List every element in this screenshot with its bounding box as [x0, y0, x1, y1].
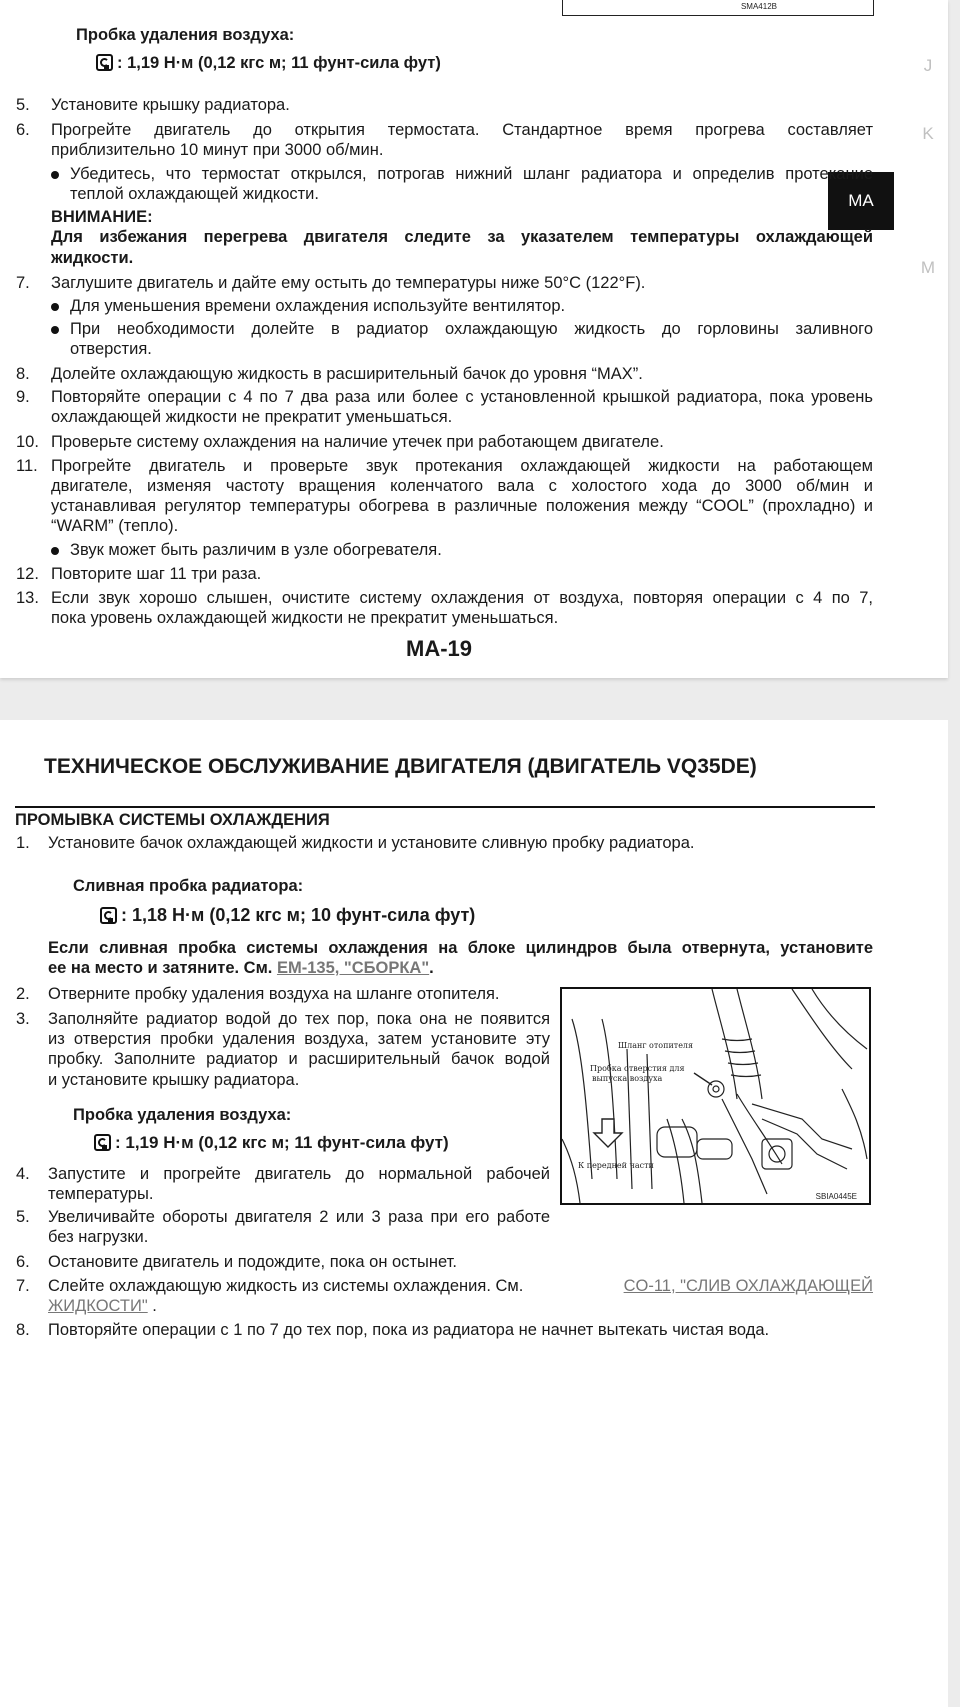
step-text: Заглушите двигатель и дайте ему остыть до температуры ниже 50°C (122°F).: [51, 274, 646, 292]
figure-code: SMA412B: [740, 2, 777, 11]
bullet-text: Для уменьшения времени охлаждения используйте вентилятор.: [70, 297, 566, 315]
note-text-start: ее на место и затяните. См.: [48, 959, 273, 977]
step-text: Установите крышку радиатора.: [51, 96, 290, 114]
step-number: 8.: [16, 1321, 30, 1339]
note-text: Если сливная пробка системы охлаждения на блоке цилиндров была отвернута, установите: [48, 939, 873, 957]
step-number: 6.: [16, 121, 30, 139]
heater-hose-figure: [560, 987, 871, 1205]
bullet-text: Убедитесь, что термостат открылся, потрогав нижний шланг радиатора и определив протекание: [70, 165, 873, 183]
step-text: пробку. Заполните радиатор и расширительный бачок водой: [48, 1050, 550, 1068]
bullet-icon: [51, 171, 59, 179]
step-number: 11.: [16, 457, 38, 475]
step-text: устанавливая регулятор температуры обогрева в различные положения между “COOL” (прохладно) и: [51, 497, 873, 515]
engine-illustration: [562, 989, 869, 1203]
step-text-end: .: [152, 1297, 157, 1315]
bullet-text: Звук может быть различим в узле обогревателя.: [70, 541, 442, 559]
step-text: Установите бачок охлаждающей жидкости и установите сливную пробку радиатора.: [48, 834, 695, 852]
step-text: из отверстия пробки удаления воздуха, затем установите эту: [48, 1030, 550, 1048]
step-text-start: Слейте охлаждающую жидкость из системы охлаждения. См.: [48, 1277, 524, 1295]
step-number: 6.: [16, 1253, 30, 1271]
step-text: Повторяйте операции с 4 по 7 два раза или более с установленной крышкой радиатора, пока уровень: [51, 388, 873, 406]
step-text: [48, 1296, 157, 1316]
plug-torque: [96, 53, 441, 73]
step-number: 3.: [16, 1010, 30, 1028]
step-number: 1.: [16, 834, 30, 852]
torque-wrench-icon: [96, 54, 113, 71]
step-text: “WARM” (тепло).: [51, 517, 179, 535]
step-text: Запустите и прогрейте двигатель до нормальной рабочей: [48, 1165, 550, 1183]
step-number: 2.: [16, 985, 30, 1003]
plug-torque-value: : 1,19 Н·м (0,12 кгс м; 11 фунт-сила фут): [115, 1133, 449, 1152]
step-number: 9.: [16, 388, 30, 406]
plug-label: Пробка удаления воздуха:: [76, 26, 295, 44]
plug-torque: [94, 1133, 449, 1153]
caution-text: жидкости.: [51, 249, 134, 267]
step-text: [48, 1276, 873, 1296]
section-index-sidebar: [828, 0, 948, 678]
step-text: двигателе, изменяя частоту вращения коленчатого вала с холостого хода до 3000 об/мин и: [51, 477, 873, 495]
page-title: ТЕХНИЧЕСКОЕ ОБСЛУЖИВАНИЕ ДВИГАТЕЛЯ (ДВИГАТЕЛЬ VQ35DE): [44, 755, 757, 778]
index-tab-k[interactable]: K: [922, 124, 934, 143]
label-front: К передней части: [578, 1161, 654, 1170]
torque-wrench-icon: [100, 907, 117, 924]
page-number: MA-19: [406, 636, 473, 661]
section-heading: ПРОМЫВКА СИСТЕМЫ ОХЛАЖДЕНИЯ: [15, 811, 330, 829]
step-text: и установите крышку радиатора.: [48, 1071, 300, 1089]
co-11-link-cont[interactable]: ЖИДКОСТИ": [48, 1297, 148, 1315]
manual-page-ma-19: [0, 0, 948, 678]
drain-plug-label: Сливная пробка радиатора:: [73, 877, 304, 895]
step-number: 8.: [16, 365, 30, 383]
step-text: Проверьте систему охлаждения на наличие утечек при работающем двигателе.: [51, 433, 664, 451]
step-number: 10.: [16, 433, 39, 451]
step-text: Увеличивайте обороты двигателя 2 или 3 раза при его работе: [48, 1208, 550, 1226]
step-text: Остановите двигатель и подождите, пока он остынет.: [48, 1253, 457, 1271]
section-divider: [15, 806, 875, 808]
index-tab-ma[interactable]: MA: [828, 172, 894, 230]
label-air-plug: Пробка отверстия для: [590, 1064, 685, 1073]
note-end: .: [429, 959, 434, 977]
plug-label: Пробка удаления воздуха:: [73, 1106, 292, 1124]
step-text: Заполняйте радиатор водой до тех пор, пока она не появится: [48, 1010, 550, 1028]
step-number: 7.: [16, 1277, 30, 1295]
step-number: 5.: [16, 96, 30, 114]
step-number: 4.: [16, 1165, 30, 1183]
bullet-text: При необходимости долейте в радиатор охлаждающую жидкость до горловины заливного: [70, 320, 873, 338]
step-text: Отверните пробку удаления воздуха на шланге отопителя.: [48, 985, 500, 1003]
label-heater-hose: Шланг отопителя: [618, 1041, 694, 1050]
step-number: 5.: [16, 1208, 30, 1226]
co-11-link[interactable]: CO-11, "СЛИВ ОХЛАЖДАЮЩЕЙ: [623, 1277, 873, 1295]
caution-text: Для избежания перегрева двигателя следите за указателем температуры охлаждающей: [51, 228, 873, 246]
step-text: Прогрейте двигатель и проверьте звук протекания охлаждающей жидкости на работающем: [51, 457, 873, 475]
bullet-icon: [51, 547, 59, 555]
bullet-text: теплой охлаждающей жидкости.: [70, 185, 319, 203]
note-text: [48, 958, 434, 978]
caution-title: ВНИМАНИЕ:: [51, 208, 153, 226]
step-text: приблизительно 10 минут при 3000 об/мин.: [51, 141, 384, 159]
bullet-icon: [51, 303, 59, 311]
label-air-plug: выпуска воздуха: [592, 1074, 663, 1083]
drain-plug-torque: [100, 905, 475, 925]
step-text: температуры.: [48, 1185, 154, 1203]
index-tab-m[interactable]: M: [920, 258, 936, 277]
step-text: без нагрузки.: [48, 1228, 149, 1246]
step-text: Если звук хорошо слышен, очистите систему охлаждения от воздуха, повторяя операции с 4 по 7,: [51, 589, 873, 607]
step-text: Прогрейте двигатель до открытия термостата. Стандартное время прогрева составляет: [51, 121, 873, 139]
step-number: 13.: [16, 589, 39, 607]
step-number: 12.: [16, 565, 39, 583]
em-135-link[interactable]: EM-135, "СБОРКА": [276, 959, 430, 977]
step-text: охлаждающей жидкости не прекратит уменьшаться.: [51, 408, 453, 426]
step-text: Долейте охлаждающую жидкость в расширительный бачок до уровня “MAX”.: [51, 365, 643, 383]
step-text: Повторяйте операции с 1 по 7 до тех пор, пока из радиатора не начнет вытекать чистая вода.: [48, 1321, 770, 1339]
step-number: 7.: [16, 274, 30, 292]
index-tab-j[interactable]: J: [923, 56, 933, 75]
drain-torque-value: : 1,18 Н·м (0,12 кгс м; 10 фунт-сила фут): [121, 905, 476, 925]
step-text: пока уровень охлаждающей жидкости не прекратит уменьшаться.: [51, 609, 559, 627]
torque-wrench-icon: [94, 1134, 111, 1151]
bullet-icon: [51, 326, 59, 334]
plug-torque-value: : 1,19 Н·м (0,12 кгс м; 11 фунт-сила фут): [117, 54, 441, 72]
step-text: Повторите шаг 11 три раза.: [51, 565, 262, 583]
figure-code: SBIA0445E: [815, 1192, 857, 1201]
bullet-text: отверстия.: [70, 340, 152, 358]
